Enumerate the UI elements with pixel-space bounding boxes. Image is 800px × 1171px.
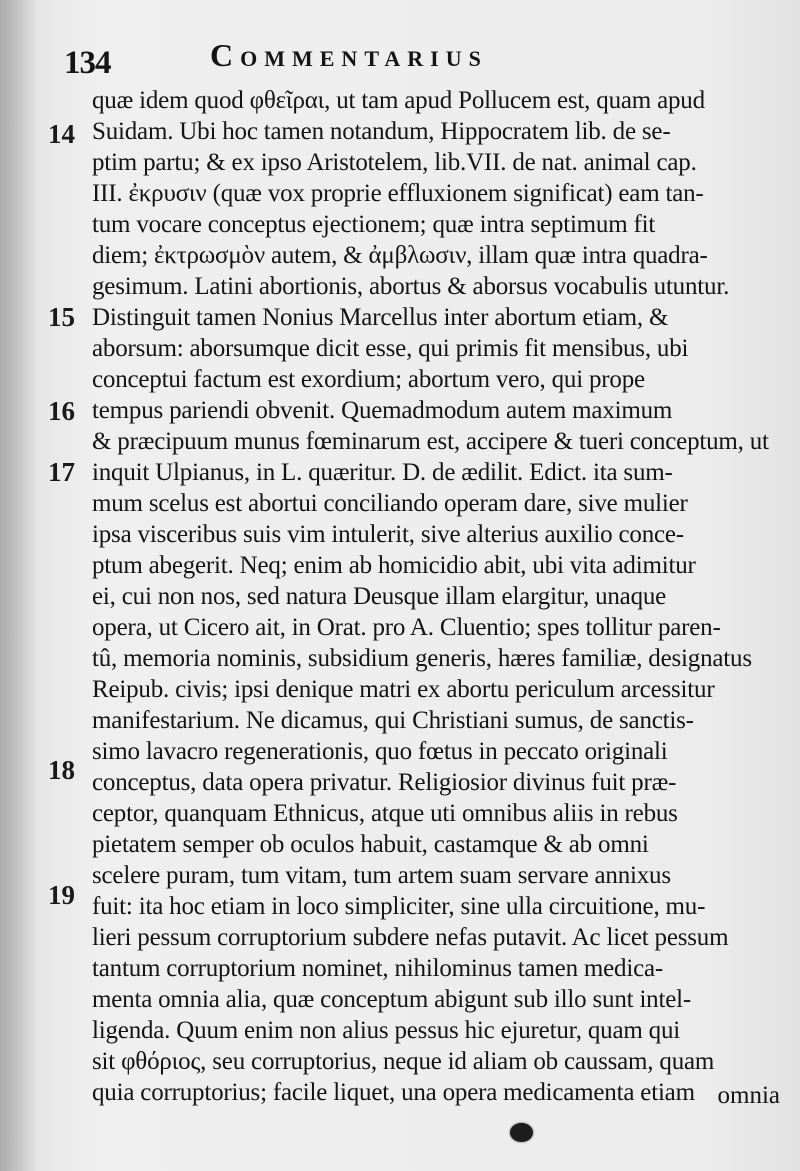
margin-number-16: 16: [48, 396, 75, 426]
margin-number-15: 15: [48, 302, 75, 332]
text-line-19: tû, memoria nominis, subsidium generis, hæres familiæ, designatus: [92, 645, 752, 672]
text-line-14: mum scelus est abortui conciliando operam dare, sive mulier: [92, 490, 688, 517]
ink-blot: [510, 1123, 533, 1142]
margin-number-18: 18: [48, 755, 75, 785]
text-line-20: Reipub. civis; ipsi denique matri ex abortu periculum arcessitur: [92, 676, 715, 703]
text-line-25: pietatem semper ob oculos habuit, castamque & ab omni: [92, 831, 649, 858]
running-head: Commentarius: [210, 37, 488, 73]
text-line-8: Distinguit tamen Nonius Marcellus inter abortum etiam, &: [92, 304, 669, 331]
text-line-32: sit φθόριος, seu corruptorius, neque id aliam ob caussam, quam: [92, 1048, 715, 1075]
text-line-15: ipsa visceribus suis vim intulerit, sive alterius auxilio conce-: [92, 521, 684, 548]
text-line-28: lieri pessum corruptorium subdere nefas putavit. Ac licet pessum: [92, 924, 729, 951]
text-line-21: manifestarium. Ne dicamus, qui Christiani sumus, de sanctis-: [92, 707, 694, 734]
text-line-11: tempus pariendi obvenit. Quemadmodum autem maximum: [92, 397, 673, 424]
text-line-4: III. ἐκρυσιν (quæ vox proprie effluxionem significat) eam tan-: [92, 180, 704, 207]
text-line-16: ptum abegerit. Neq; enim ab homicidio abit, ubi vita adimitur: [92, 552, 696, 579]
text-line-2: Suidam. Ubi hoc tamen notandum, Hippocratem lib. de se-: [92, 118, 671, 145]
text-line-31: ligenda. Quum enim non alius pessus hic ejuretur, quam qui: [92, 1017, 680, 1044]
text-line-13: inquit Ulpianus, in L. quæritur. D. de ædilit. Edict. ita sum-: [92, 459, 673, 486]
page-number: 134: [64, 45, 111, 81]
margin-number-14: 14: [48, 119, 75, 149]
text-line-10: conceptui factum est exordium; abortum vero, qui prope: [92, 366, 645, 393]
text-line-29: tantum corruptorium nominet, nihilominus tamen medica-: [92, 955, 664, 982]
text-line-30: menta omnia alia, quæ conceptum abigunt sub illo sunt intel-: [92, 986, 691, 1013]
text-line-26: scelere puram, tum vitam, tum artem suam servare annixus: [92, 862, 671, 889]
text-line-9: aborsum: aborsumque dicit esse, qui primis fit mensibus, ubi: [92, 335, 689, 362]
text-line-7: gesimum. Latini abortionis, abortus & aborsus vocabulis utuntur.: [92, 273, 730, 300]
catchword: omnia: [717, 1082, 780, 1109]
text-line-24: ceptor, quanquam Ethnicus, atque uti omnibus aliis in rebus: [92, 800, 678, 827]
text-line-6: diem; ἐκτρωσμὸν autem, & ἀμβλωσιν, illam quæ intra quadra-: [92, 242, 708, 269]
text-line-1: quæ idem quod φθεῖραι, ut tam apud Pollucem est, quam apud: [92, 87, 705, 114]
gutter-shadow: [0, 0, 38, 1171]
text-line-27: fuit: ita hoc etiam in loco simpliciter, sine ulla circuitione, mu-: [92, 893, 706, 920]
text-line-33: quia corruptorius; facile liquet, una opera medicamenta etiam: [92, 1079, 695, 1106]
text-line-18: opera, ut Cicero ait, in Orat. pro A. Cluentio; spes tollitur paren-: [92, 614, 721, 641]
text-line-17: ei, cui non nos, sed natura Deusque illam elargitur, unaque: [92, 583, 667, 610]
text-line-12: & præcipuum munus fœminarum est, accipere & tueri conceptum, ut: [92, 428, 769, 455]
margin-number-19: 19: [48, 880, 75, 910]
text-line-5: tum vocare conceptus ejectionem; quæ intra septimum fit: [92, 211, 656, 238]
text-line-23: conceptus, data opera privatur. Religiosior divinus fuit præ-: [92, 769, 677, 796]
text-line-3: ptim partu; & ex ipso Aristotelem, lib.VII. de nat. animal cap.: [92, 149, 697, 176]
text-line-22: simo lavacro regenerationis, quo fœtus in peccato originali: [92, 738, 668, 765]
margin-number-17: 17: [48, 457, 75, 487]
